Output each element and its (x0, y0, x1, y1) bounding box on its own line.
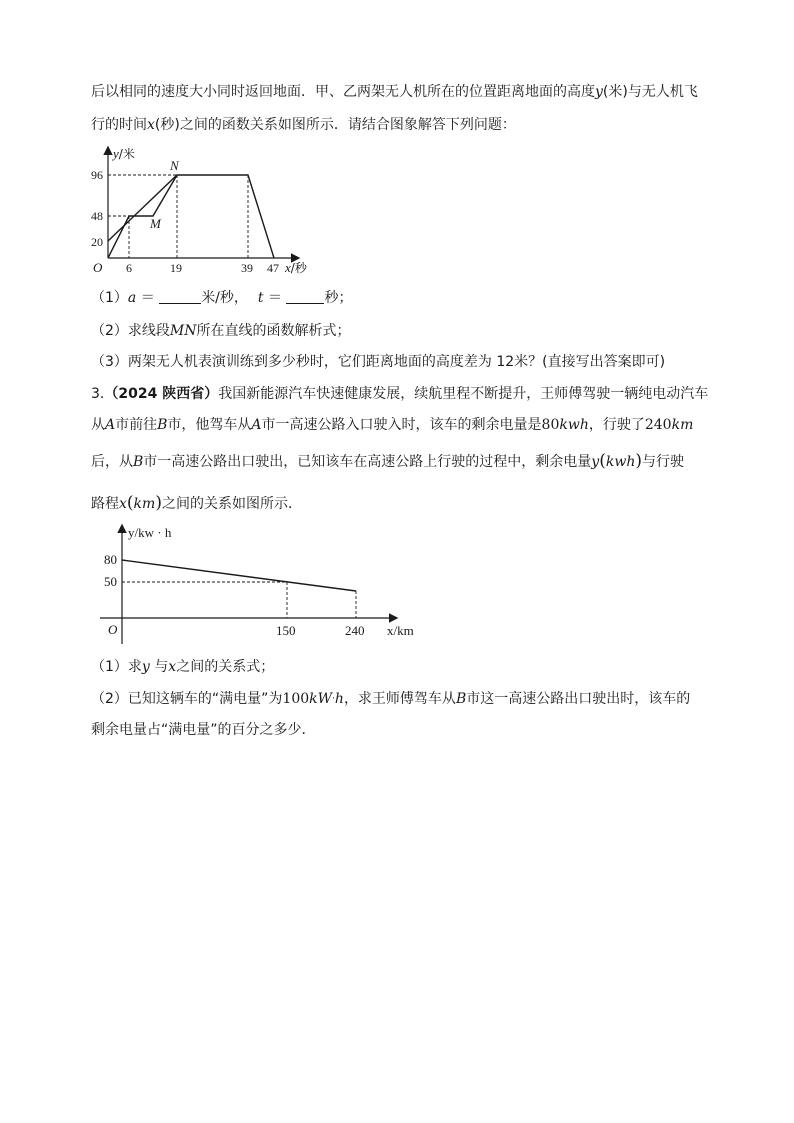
value-80: 80 (541, 417, 560, 433)
x-tick-240: 240 (345, 623, 365, 638)
problem-text-line (91, 115, 516, 135)
var-t: t (257, 290, 264, 306)
problem-3-line-3: 后，从B市一高速公路出口驶出，已知该车在高速公路上行驶的过程中，剩余电量y(kwh)与行驶 (91, 451, 684, 471)
var-x: x (119, 496, 127, 512)
unit-kwh: kwh (605, 454, 636, 470)
text-segment: （2）求线段 (91, 323, 170, 339)
var-y: y (591, 454, 600, 470)
text-segment: （2）已知这辆车的“满电量”为 (91, 691, 283, 707)
question-3 (91, 352, 665, 372)
text-segment: 与行驶 (641, 454, 684, 470)
text-segment: 之间的关系式； (176, 659, 275, 675)
problem-3-line-4: 路程x(km)之间的关系如图所示． (91, 493, 302, 513)
text-segment: 行的时间 (91, 117, 147, 133)
equals: ＝ (263, 290, 287, 306)
var-y: y (595, 84, 603, 100)
question-3-2: （2）已知这辆车的“满电量”为100kW·h，求王师傅驾车从B市这一高速公路出口驶出时，该车的 (91, 691, 691, 707)
question-3-1 (91, 657, 274, 677)
var-b-city: B (455, 691, 467, 707)
answer-blank[interactable] (159, 289, 201, 304)
text-segment: 所在直线的函数解析式； (196, 323, 351, 339)
y-axis-label: y/kw · h (128, 525, 172, 540)
var-b-city: B (157, 417, 168, 433)
problem-source: （2024 陕西省） (104, 386, 219, 402)
value-240: 240 (644, 417, 672, 433)
text-segment: （3）两架无人机表演训练到多少秒时，它们距离地面的高度差为 12米？(直接写出答案即可) (91, 354, 666, 370)
y-tick-48: 48 (91, 209, 103, 223)
text-segment: (秒)之间的函数关系如图所示．请结合图象解答下列问题： (154, 117, 516, 133)
var-b-city: B (133, 454, 144, 470)
battery-line (122, 560, 356, 591)
x-tick-39: 39 (241, 261, 253, 275)
origin-label: O (93, 260, 103, 275)
x-tick-19: 19 (170, 261, 182, 275)
text-segment: ，行驶了 (588, 417, 645, 433)
problem-text-line (91, 82, 698, 102)
origin-label: O (108, 622, 118, 637)
text-segment: 后以相同的速度大小同时返回地面．甲、乙两架无人机所在的位置距离地面的高度 (91, 84, 595, 100)
text-segment: 市一高速公路入口驶入时，该车的剩余电量是 (261, 417, 542, 433)
unit-km: km (133, 496, 156, 512)
text-segment: ，求王师傅驾车从 (343, 691, 456, 707)
equals: ＝ (136, 290, 160, 306)
unit-km: km (671, 417, 694, 433)
text-segment: 市前往 (115, 417, 158, 433)
question-2 (91, 321, 351, 341)
unit-h: h (334, 691, 344, 707)
var-x: x (147, 117, 155, 133)
y-tick-50: 50 (104, 574, 117, 589)
var-a-city: A (251, 417, 262, 433)
problem-3-line-2 (91, 415, 693, 435)
text-segment: 从 (91, 417, 105, 433)
point-m-label: M (150, 216, 161, 231)
unit-kwh: kwh (559, 417, 589, 433)
var-x: x (168, 659, 177, 675)
drone-height-graph (86, 142, 326, 276)
point-n-label: N (170, 158, 179, 173)
battery-graph (96, 518, 436, 646)
text-segment: （1）求 (91, 659, 142, 675)
var-a-city: A (105, 417, 116, 433)
x-axis-label: x/km (387, 623, 414, 638)
var-y: y (141, 659, 150, 675)
drone-a-line (108, 175, 177, 258)
unit-kw: kW (309, 691, 333, 707)
y-tick-96: 96 (91, 168, 103, 182)
y-tick-20: 20 (91, 235, 103, 249)
drone-b-line (108, 175, 274, 258)
text-segment: 剩余电量占“满电量”的百分之多少． (91, 722, 316, 738)
text-segment: 市这一高速公路出口驶出时，该车的 (466, 691, 691, 707)
text-segment: (米)与无人机飞 (602, 84, 698, 100)
x-tick-47: 47 (267, 261, 279, 275)
text-segment: 市一高速公路出口驶出，已知该车在高速公路上行驶的过程中，剩余电量 (143, 454, 592, 470)
x-tick-6: 6 (126, 261, 132, 275)
text-segment: 之间的关系如图所示． (161, 496, 302, 512)
text-segment: 后，从 (91, 454, 133, 470)
problem-number: 3. (91, 386, 105, 402)
question-1 (91, 288, 352, 308)
text-segment: 我国新能源汽车快速健康发展，续航里程不断提升，王师傅驾驶一辆纯电动汽车 (218, 386, 709, 402)
y-axis-label: y/米 (113, 146, 135, 161)
var-a: a (127, 290, 137, 306)
text-segment: 与 (149, 659, 169, 675)
answer-blank[interactable] (286, 289, 324, 304)
unit-text: 米/秒， (201, 290, 248, 306)
text-segment: 市，他驾车从 (167, 417, 252, 433)
text-segment: 路程 (91, 496, 119, 512)
unit-text: 秒； (324, 290, 353, 306)
x-axis-label: x/秒 (285, 260, 307, 275)
question-number: （1） (91, 290, 128, 306)
problem-3-line-1 (91, 384, 708, 404)
value-100: 100 (282, 691, 310, 707)
segment-mn: MN (169, 323, 197, 339)
x-tick-150: 150 (276, 623, 296, 638)
question-3-2-cont (91, 720, 316, 740)
y-tick-80: 80 (104, 552, 117, 567)
